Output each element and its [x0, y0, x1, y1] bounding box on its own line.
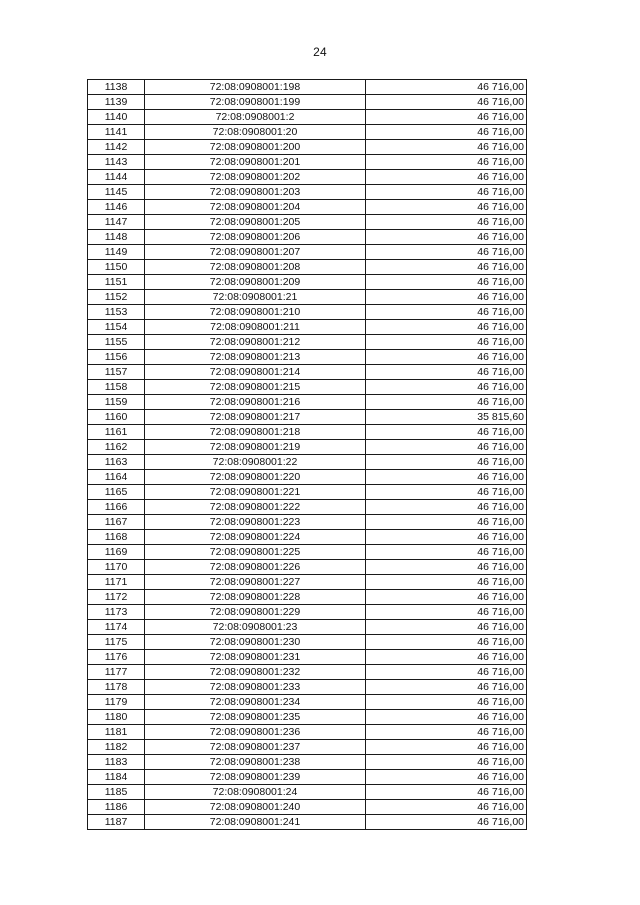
cadastral-value-cell: 46 716,00 — [366, 140, 527, 155]
cadastral-value-cell: 46 716,00 — [366, 500, 527, 515]
row-number-cell: 1161 — [88, 425, 145, 440]
cadastral-value-cell: 46 716,00 — [366, 455, 527, 470]
row-number-cell: 1187 — [88, 815, 145, 830]
table-row — [88, 560, 527, 575]
table-row — [88, 80, 527, 95]
table-row — [88, 710, 527, 725]
cadastral-number-cell: 72:08:0908001:233 — [145, 680, 366, 695]
cadastral-number-cell: 72:08:0908001:206 — [145, 230, 366, 245]
table-row — [88, 695, 527, 710]
cadastral-value-cell: 46 716,00 — [366, 740, 527, 755]
row-number-cell: 1162 — [88, 440, 145, 455]
table-row — [88, 365, 527, 380]
cadastral-value-cell: 46 716,00 — [366, 560, 527, 575]
cadastral-value-cell: 46 716,00 — [366, 650, 527, 665]
cadastral-number-cell: 72:08:0908001:238 — [145, 755, 366, 770]
table-row — [88, 170, 527, 185]
table-row — [88, 635, 527, 650]
table-row — [88, 665, 527, 680]
row-number-cell: 1166 — [88, 500, 145, 515]
table-row — [88, 380, 527, 395]
table-row — [88, 575, 527, 590]
cadastral-value-cell: 46 716,00 — [366, 485, 527, 500]
cadastral-number-cell: 72:08:0908001:220 — [145, 470, 366, 485]
cadastral-number-cell: 72:08:0908001:219 — [145, 440, 366, 455]
cadastral-number-cell: 72:08:0908001:209 — [145, 275, 366, 290]
table-row — [88, 125, 527, 140]
cadastral-number-cell: 72:08:0908001:204 — [145, 200, 366, 215]
row-number-cell: 1170 — [88, 560, 145, 575]
table-row — [88, 785, 527, 800]
cadastral-number-cell: 72:08:0908001:208 — [145, 260, 366, 275]
cadastral-value-cell: 46 716,00 — [366, 215, 527, 230]
cadastral-number-cell: 72:08:0908001:200 — [145, 140, 366, 155]
table-row — [88, 245, 527, 260]
row-number-cell: 1142 — [88, 140, 145, 155]
table-row — [88, 350, 527, 365]
table-row — [88, 200, 527, 215]
table-row — [88, 605, 527, 620]
cadastral-value-table — [87, 79, 527, 830]
row-number-cell: 1148 — [88, 230, 145, 245]
cadastral-number-cell: 72:08:0908001:201 — [145, 155, 366, 170]
cadastral-number-cell: 72:08:0908001:240 — [145, 800, 366, 815]
row-number-cell: 1182 — [88, 740, 145, 755]
cadastral-number-cell: 72:08:0908001:231 — [145, 650, 366, 665]
row-number-cell: 1172 — [88, 590, 145, 605]
row-number-cell: 1145 — [88, 185, 145, 200]
cadastral-number-cell: 72:08:0908001:218 — [145, 425, 366, 440]
row-number-cell: 1141 — [88, 125, 145, 140]
row-number-cell: 1178 — [88, 680, 145, 695]
cadastral-number-cell: 72:08:0908001:22 — [145, 455, 366, 470]
cadastral-number-cell: 72:08:0908001:234 — [145, 695, 366, 710]
row-number-cell: 1154 — [88, 320, 145, 335]
cadastral-number-cell: 72:08:0908001:202 — [145, 170, 366, 185]
cadastral-number-cell: 72:08:0908001:235 — [145, 710, 366, 725]
cadastral-number-cell: 72:08:0908001:226 — [145, 560, 366, 575]
cadastral-value-cell: 46 716,00 — [366, 350, 527, 365]
cadastral-value-cell: 46 716,00 — [366, 200, 527, 215]
cadastral-number-cell: 72:08:0908001:221 — [145, 485, 366, 500]
table-row — [88, 440, 527, 455]
row-number-cell: 1185 — [88, 785, 145, 800]
page-number: 24 — [313, 45, 327, 59]
cadastral-number-cell: 72:08:0908001:211 — [145, 320, 366, 335]
cadastral-number-cell: 72:08:0908001:239 — [145, 770, 366, 785]
table-row — [88, 335, 527, 350]
cadastral-value-cell: 46 716,00 — [366, 575, 527, 590]
cadastral-number-cell: 72:08:0908001:213 — [145, 350, 366, 365]
row-number-cell: 1147 — [88, 215, 145, 230]
cadastral-number-cell: 72:08:0908001:228 — [145, 590, 366, 605]
table-row — [88, 740, 527, 755]
row-number-cell: 1139 — [88, 95, 145, 110]
cadastral-value-cell: 46 716,00 — [366, 155, 527, 170]
cadastral-number-cell: 72:08:0908001:207 — [145, 245, 366, 260]
row-number-cell: 1174 — [88, 620, 145, 635]
cadastral-value-cell: 46 716,00 — [366, 335, 527, 350]
row-number-cell: 1164 — [88, 470, 145, 485]
cadastral-number-cell: 72:08:0908001:232 — [145, 665, 366, 680]
table-row — [88, 275, 527, 290]
table-row — [88, 815, 527, 830]
cadastral-number-cell: 72:08:0908001:214 — [145, 365, 366, 380]
table-row — [88, 755, 527, 770]
table-row — [88, 485, 527, 500]
cadastral-value-cell: 46 716,00 — [366, 395, 527, 410]
cadastral-value-cell: 46 716,00 — [366, 80, 527, 95]
cadastral-value-cell: 46 716,00 — [366, 680, 527, 695]
row-number-cell: 1168 — [88, 530, 145, 545]
cadastral-value-cell: 46 716,00 — [366, 590, 527, 605]
row-number-cell: 1155 — [88, 335, 145, 350]
cadastral-number-cell: 72:08:0908001:203 — [145, 185, 366, 200]
cadastral-value-cell: 46 716,00 — [366, 800, 527, 815]
table-row — [88, 140, 527, 155]
cadastral-value-cell: 35 815,60 — [366, 410, 527, 425]
cadastral-value-cell: 46 716,00 — [366, 755, 527, 770]
row-number-cell: 1151 — [88, 275, 145, 290]
row-number-cell: 1152 — [88, 290, 145, 305]
row-number-cell: 1150 — [88, 260, 145, 275]
row-number-cell: 1173 — [88, 605, 145, 620]
cadastral-value-cell: 46 716,00 — [366, 320, 527, 335]
table-row — [88, 95, 527, 110]
table-row — [88, 260, 527, 275]
cadastral-value-cell: 46 716,00 — [366, 695, 527, 710]
cadastral-number-cell: 72:08:0908001:223 — [145, 515, 366, 530]
row-number-cell: 1183 — [88, 755, 145, 770]
row-number-cell: 1146 — [88, 200, 145, 215]
cadastral-number-cell: 72:08:0908001:237 — [145, 740, 366, 755]
cadastral-value-cell: 46 716,00 — [366, 95, 527, 110]
row-number-cell: 1181 — [88, 725, 145, 740]
cadastral-number-cell: 72:08:0908001:212 — [145, 335, 366, 350]
cadastral-value-cell: 46 716,00 — [366, 275, 527, 290]
row-number-cell: 1175 — [88, 635, 145, 650]
cadastral-number-cell: 72:08:0908001:217 — [145, 410, 366, 425]
row-number-cell: 1144 — [88, 170, 145, 185]
cadastral-value-cell: 46 716,00 — [366, 530, 527, 545]
cadastral-number-cell: 72:08:0908001:229 — [145, 605, 366, 620]
table-row — [88, 650, 527, 665]
table-row — [88, 455, 527, 470]
row-number-cell: 1169 — [88, 545, 145, 560]
row-number-cell: 1149 — [88, 245, 145, 260]
cadastral-value-cell: 46 716,00 — [366, 440, 527, 455]
cadastral-value-cell: 46 716,00 — [366, 125, 527, 140]
cadastral-value-cell: 46 716,00 — [366, 620, 527, 635]
cadastral-number-cell: 72:08:0908001:205 — [145, 215, 366, 230]
row-number-cell: 1140 — [88, 110, 145, 125]
row-number-cell: 1177 — [88, 665, 145, 680]
cadastral-number-cell: 72:08:0908001:24 — [145, 785, 366, 800]
table-row — [88, 680, 527, 695]
row-number-cell: 1157 — [88, 365, 145, 380]
cadastral-number-cell: 72:08:0908001:216 — [145, 395, 366, 410]
cadastral-value-cell: 46 716,00 — [366, 425, 527, 440]
cadastral-number-cell: 72:08:0908001:198 — [145, 80, 366, 95]
table-row — [88, 500, 527, 515]
row-number-cell: 1179 — [88, 695, 145, 710]
table-row — [88, 770, 527, 785]
table-row — [88, 620, 527, 635]
table-row — [88, 800, 527, 815]
cadastral-value-cell: 46 716,00 — [366, 290, 527, 305]
row-number-cell: 1153 — [88, 305, 145, 320]
table-row — [88, 545, 527, 560]
cadastral-value-cell: 46 716,00 — [366, 605, 527, 620]
row-number-cell: 1184 — [88, 770, 145, 785]
row-number-cell: 1176 — [88, 650, 145, 665]
cadastral-value-cell: 46 716,00 — [366, 665, 527, 680]
table-row — [88, 155, 527, 170]
row-number-cell: 1163 — [88, 455, 145, 470]
row-number-cell: 1143 — [88, 155, 145, 170]
cadastral-number-cell: 72:08:0908001:199 — [145, 95, 366, 110]
cadastral-number-cell: 72:08:0908001:230 — [145, 635, 366, 650]
cadastral-value-cell: 46 716,00 — [366, 545, 527, 560]
cadastral-value-cell: 46 716,00 — [366, 710, 527, 725]
table-row — [88, 725, 527, 740]
cadastral-value-cell: 46 716,00 — [366, 245, 527, 260]
cadastral-value-cell: 46 716,00 — [366, 770, 527, 785]
table-row — [88, 590, 527, 605]
cadastral-value-cell: 46 716,00 — [366, 365, 527, 380]
table-row — [88, 425, 527, 440]
cadastral-value-cell: 46 716,00 — [366, 185, 527, 200]
row-number-cell: 1138 — [88, 80, 145, 95]
cadastral-value-cell: 46 716,00 — [366, 260, 527, 275]
cadastral-value-cell: 46 716,00 — [366, 470, 527, 485]
row-number-cell: 1156 — [88, 350, 145, 365]
cadastral-number-cell: 72:08:0908001:2 — [145, 110, 366, 125]
cadastral-value-cell: 46 716,00 — [366, 725, 527, 740]
cadastral-value-cell: 46 716,00 — [366, 515, 527, 530]
table-row — [88, 470, 527, 485]
row-number-cell: 1171 — [88, 575, 145, 590]
row-number-cell: 1186 — [88, 800, 145, 815]
table-row — [88, 305, 527, 320]
cadastral-number-cell: 72:08:0908001:241 — [145, 815, 366, 830]
cadastral-number-cell: 72:08:0908001:210 — [145, 305, 366, 320]
cadastral-value-cell: 46 716,00 — [366, 635, 527, 650]
cadastral-number-cell: 72:08:0908001:236 — [145, 725, 366, 740]
table-row — [88, 410, 527, 425]
row-number-cell: 1159 — [88, 395, 145, 410]
cadastral-number-cell: 72:08:0908001:227 — [145, 575, 366, 590]
cadastral-value-cell: 46 716,00 — [366, 785, 527, 800]
row-number-cell: 1167 — [88, 515, 145, 530]
cadastral-number-cell: 72:08:0908001:20 — [145, 125, 366, 140]
cadastral-value-cell: 46 716,00 — [366, 230, 527, 245]
table-row — [88, 215, 527, 230]
table-row — [88, 230, 527, 245]
cadastral-number-cell: 72:08:0908001:23 — [145, 620, 366, 635]
table-row — [88, 320, 527, 335]
cadastral-number-cell: 72:08:0908001:21 — [145, 290, 366, 305]
table-body — [88, 80, 527, 830]
cadastral-value-cell: 46 716,00 — [366, 305, 527, 320]
row-number-cell: 1180 — [88, 710, 145, 725]
table-row — [88, 185, 527, 200]
cadastral-value-cell: 46 716,00 — [366, 170, 527, 185]
table-row — [88, 530, 527, 545]
cadastral-number-cell: 72:08:0908001:225 — [145, 545, 366, 560]
row-number-cell: 1158 — [88, 380, 145, 395]
table-row — [88, 110, 527, 125]
table-row — [88, 395, 527, 410]
table-row — [88, 515, 527, 530]
cadastral-value-cell: 46 716,00 — [366, 380, 527, 395]
cadastral-number-cell: 72:08:0908001:215 — [145, 380, 366, 395]
row-number-cell: 1160 — [88, 410, 145, 425]
cadastral-number-cell: 72:08:0908001:222 — [145, 500, 366, 515]
table-row — [88, 290, 527, 305]
row-number-cell: 1165 — [88, 485, 145, 500]
cadastral-number-cell: 72:08:0908001:224 — [145, 530, 366, 545]
cadastral-value-cell: 46 716,00 — [366, 815, 527, 830]
cadastral-value-cell: 46 716,00 — [366, 110, 527, 125]
